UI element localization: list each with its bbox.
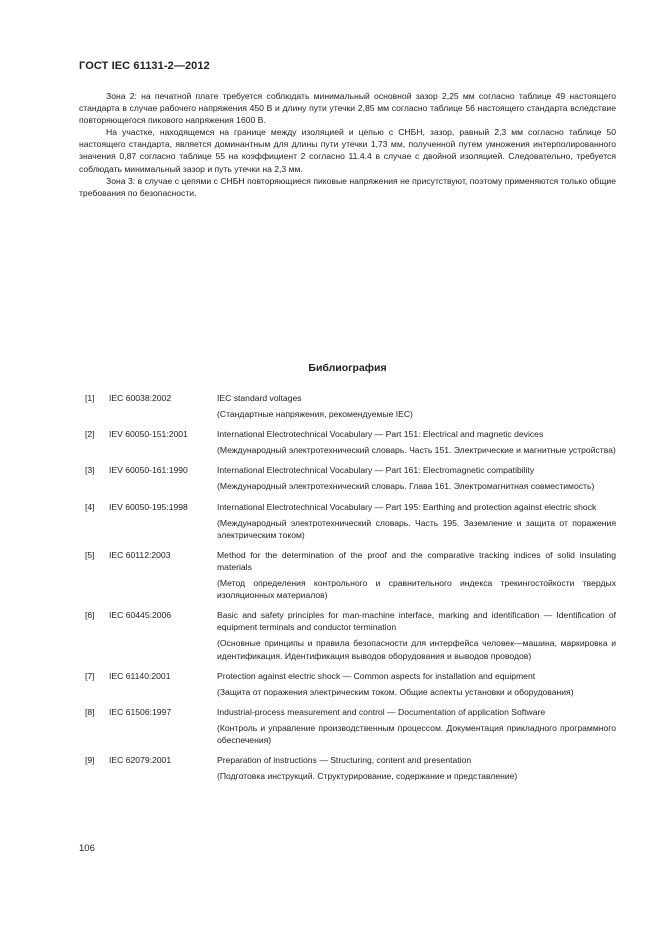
body-text xyxy=(79,90,616,199)
entry-description xyxy=(217,392,616,420)
entry-title-ru: (Основные принципы и правила безопасности для интерфейса человек—машина, маркировка и идентификация. Идентификация выводов оборудования и выводов проводов) xyxy=(217,638,616,661)
entry-code: IEC 61506:1997 xyxy=(109,706,172,717)
entry-title-en: Industrial-process measurement and control — Documentation of application Software xyxy=(217,706,546,717)
entry-description xyxy=(217,501,616,541)
document-header: ГОСТ IEC 61131-2—2012 xyxy=(79,60,210,72)
entry-title-ru: (Стандартные напряжения, рекомендуемые IEC) xyxy=(217,409,413,420)
entry-description xyxy=(217,428,616,456)
entry-title-ru: (Контроль и управление производственным процессом. Документация прикладного программного обеспечения) xyxy=(217,722,616,745)
entry-code: IEV 60050-151:2001 xyxy=(109,429,188,440)
bibliography-title: Библиография xyxy=(308,362,387,374)
entry-number: [5] xyxy=(85,549,95,560)
entry-title-en: Basic and safety principles for man-machine interface, marking and identification — Identification of equipment terminals and conductor termination xyxy=(217,610,616,633)
entry-code: IEC 62079:2001 xyxy=(109,755,172,766)
entry-number: [8] xyxy=(85,706,95,717)
entry-description xyxy=(217,464,616,492)
entry-title-ru: (Международный электротехнический словарь. Часть 195. Заземление и защита от поражения электрическим током) xyxy=(217,517,616,540)
entry-description xyxy=(217,706,616,746)
bibliography-entry xyxy=(79,706,616,746)
entry-description xyxy=(217,754,616,782)
entry-title-en: IEC standard voltages xyxy=(217,393,302,403)
entry-title-ru: (Защита от поражения электрическим током. Общие аспекты установки и оборудования) xyxy=(217,686,574,697)
bibliography-entry xyxy=(79,501,616,541)
entry-title-en: International Electrotechnical Vocabulary — Part 161: Electromagnetic compatibility xyxy=(217,465,535,476)
entry-code: IEV 60050-161:1990 xyxy=(109,465,188,476)
entry-number: [9] xyxy=(85,755,95,766)
entry-title-ru: (Международный электротехнический словарь. Часть 151. Электрические и магнитные устройства) xyxy=(217,445,616,456)
bibliography-list xyxy=(79,392,616,790)
entry-title-ru: (Метод определения контрольного и сравнительного индекса трекингостойкости твердых изоляционных материалов) xyxy=(217,578,616,601)
entry-code: IEC 60038:2002 xyxy=(109,393,172,403)
entry-number: [3] xyxy=(85,465,95,476)
entry-number: [4] xyxy=(85,501,95,512)
paragraph: Зона 2: на печатной плате требуется соблюдать минимальный основной зазор 2,25 мм согласно таблице 49 настоящего стандарта в случае рабочего напряжения 450 В и длину пути утечки 2,85 мм согласно таблице 56 настоящего стандарта вследствие повторяющегося пикового напряжения 1600 В. xyxy=(79,91,616,126)
entry-number: [1] xyxy=(85,393,95,403)
entry-code: IEC 61140:2001 xyxy=(109,670,171,681)
entry-title-en: International Electrotechnical Vocabulary — Part 195: Earthing and protection against electric shock xyxy=(217,501,597,512)
entry-code: IEC 60112:2003 xyxy=(109,549,171,560)
entry-code: IEC 60445:2006 xyxy=(109,610,172,621)
entry-description xyxy=(217,549,616,601)
bibliography-entry xyxy=(79,670,616,698)
entry-title-en: Preparation of instructions — Structuring, content and presentation xyxy=(217,755,472,766)
paragraph: На участке, находящемся на границе между изоляцией и цепью с СНБН, зазор, равный 2,3 мм согласно таблице 50 настоящего стандарта, является доминантным для длины пути утечки 1,73 мм, полученной путем умножения интерполированного значения 0,87 согласно таблице 55 на коэффициент 2 согласно 11.4.4 в случае с двойной изоляцией. Следовательно, требуется соблюдать минимальный зазор и путь утечки на 2,3 мм. xyxy=(79,127,616,174)
paragraph: Зона 3: в случае с цепями с СНБН повторяющиеся пиковые напряжения не присутствуют, поэтому применяются только общие требования по безопасности. xyxy=(79,175,616,198)
entry-description xyxy=(217,670,616,698)
bibliography-entry xyxy=(79,549,616,601)
entry-description xyxy=(217,609,616,661)
entry-code: IEV 60050-195:1998 xyxy=(109,501,188,512)
entry-number: [7] xyxy=(85,670,95,681)
entry-title-en: International Electrotechnical Vocabulary — Part 151: Electrical and magnetic devices xyxy=(217,429,544,440)
entry-number: [2] xyxy=(85,429,95,440)
bibliography-entry xyxy=(79,609,616,661)
entry-title-ru: (Международный электротехнический словарь. Глава 161. Электромагнитная совместимость) xyxy=(217,481,595,492)
bibliography-entry xyxy=(79,754,616,782)
bibliography-entry xyxy=(79,428,616,456)
entry-number: [6] xyxy=(85,610,95,621)
entry-title-ru: (Подготовка инструкций. Структурирование, содержание и представление) xyxy=(217,771,518,782)
page-number: 106 xyxy=(79,843,95,854)
bibliography-entry xyxy=(79,464,616,492)
entry-title-en: Protection against electric shock — Common aspects for installation and equipment xyxy=(217,670,536,681)
entry-title-en: Method for the determination of the proof and the comparative tracking indices of solid insulating materials xyxy=(217,549,616,572)
bibliography-entry xyxy=(79,392,616,420)
